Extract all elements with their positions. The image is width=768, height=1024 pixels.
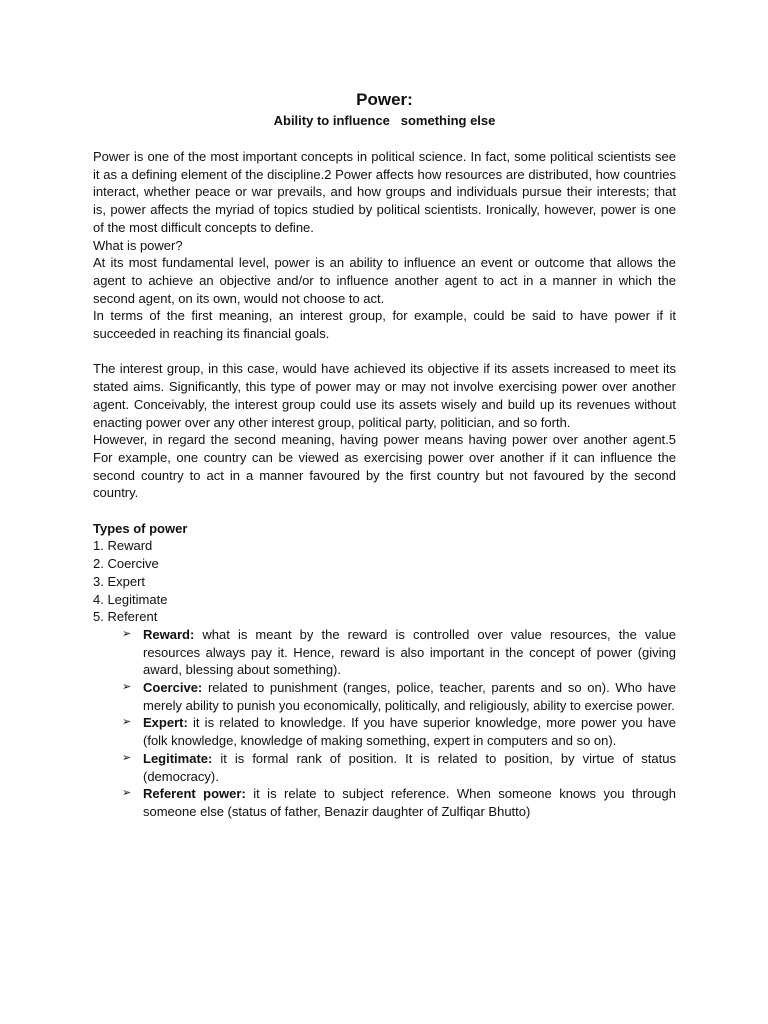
arrow-bullet-icon: ➢ — [122, 681, 132, 694]
list-item: 3. Expert — [93, 573, 146, 589]
page-subtitle: Ability to influence something else — [273, 113, 496, 128]
detail-term: Expert: — [143, 715, 188, 731]
detail-legitimate — [119, 750, 676, 785]
document-page — [93, 88, 676, 821]
detail-term: Reward: — [143, 626, 195, 642]
list-item: 4. Legitimate — [93, 591, 168, 607]
detail-term: Legitimate: — [143, 750, 213, 766]
detail-text: related to punishment (ranges, police, teacher, parents and so on). Who have merely ability to punish you economically, politically, and religiously, ability to exercise power. — [143, 680, 676, 713]
detail-expert — [119, 714, 676, 749]
types-heading: Types of power — [93, 520, 188, 536]
paragraph-question: What is power? — [93, 237, 183, 253]
paragraph-first-meaning: In terms of the first meaning, an interest group, for example, could be said to have power if it succeeded in reaching its financial goals. — [93, 308, 676, 342]
list-item: 5. Referent — [93, 609, 158, 625]
arrow-bullet-icon: ➢ — [122, 787, 132, 800]
details-list — [93, 626, 676, 821]
arrow-bullet-icon: ➢ — [122, 627, 132, 640]
detail-text: it is related to knowledge. If you have superior knowledge, more power you have (folk knowledge, knowledge of making something, expert in computers and so on). — [143, 715, 676, 749]
list-item: 2. Coercive — [93, 556, 159, 572]
detail-coercive — [119, 679, 676, 714]
detail-term: Coercive: — [143, 680, 203, 696]
detail-term: Referent power: — [143, 786, 246, 802]
arrow-bullet-icon: ➢ — [122, 751, 132, 764]
page-title: Power: — [356, 90, 413, 109]
detail-text: what is meant by the reward is controlled over value resources, the value resources always pay it. Hence, reward is also important in the concept of power (giving award, blessing about something). — [143, 626, 676, 678]
paragraph-second-meaning: However, in regard the second meaning, having power means having power over another agent.5 For example, one country can be viewed as exercising power over another if it can influence the second country to act in a manner favoured by the first country but not favoured by the second country. — [93, 432, 676, 501]
types-list — [93, 537, 676, 626]
paragraph-intro: Power is one of the most important concepts in political science. In fact, some political scientists see it as a defining element of the discipline.2 Power affects how resources are distributed, how countries interact, whether peace or war prevails, and how groups and individuals pursue their interests; that is, power affects the myriad of topics studied by political scientists. Ironically, however, power is one of the most difficult concepts to define. — [93, 149, 676, 235]
detail-text: it is relate to subject reference. When someone knows you through someone else (status of father, Benazir daughter of Zulfiqar Bhutto) — [143, 786, 676, 819]
arrow-bullet-icon: ➢ — [122, 716, 132, 729]
detail-text: it is formal rank of position. It is related to position, by virtue of status (democracy). — [143, 750, 676, 784]
detail-reward — [119, 626, 676, 679]
detail-referent — [119, 785, 676, 820]
list-item: 1. Reward — [93, 538, 153, 554]
paragraph-interest-group: The interest group, in this case, would have achieved its objective if its assets increased to meet its stated aims. Significantly, this type of power may or may not involve exercising power over another agent. Conceivably, the interest group could use its assets wisely and build up its revenues without enacting power over any other interest group, political party, politician, and so forth. — [93, 361, 676, 430]
paragraph-definition: At its most fundamental level, power is an ability to influence an event or outcome that allows the agent to achieve an objective and/or to influence another agent to act in a manner in which the second agent, on its own, would not choose to act. — [93, 255, 676, 306]
